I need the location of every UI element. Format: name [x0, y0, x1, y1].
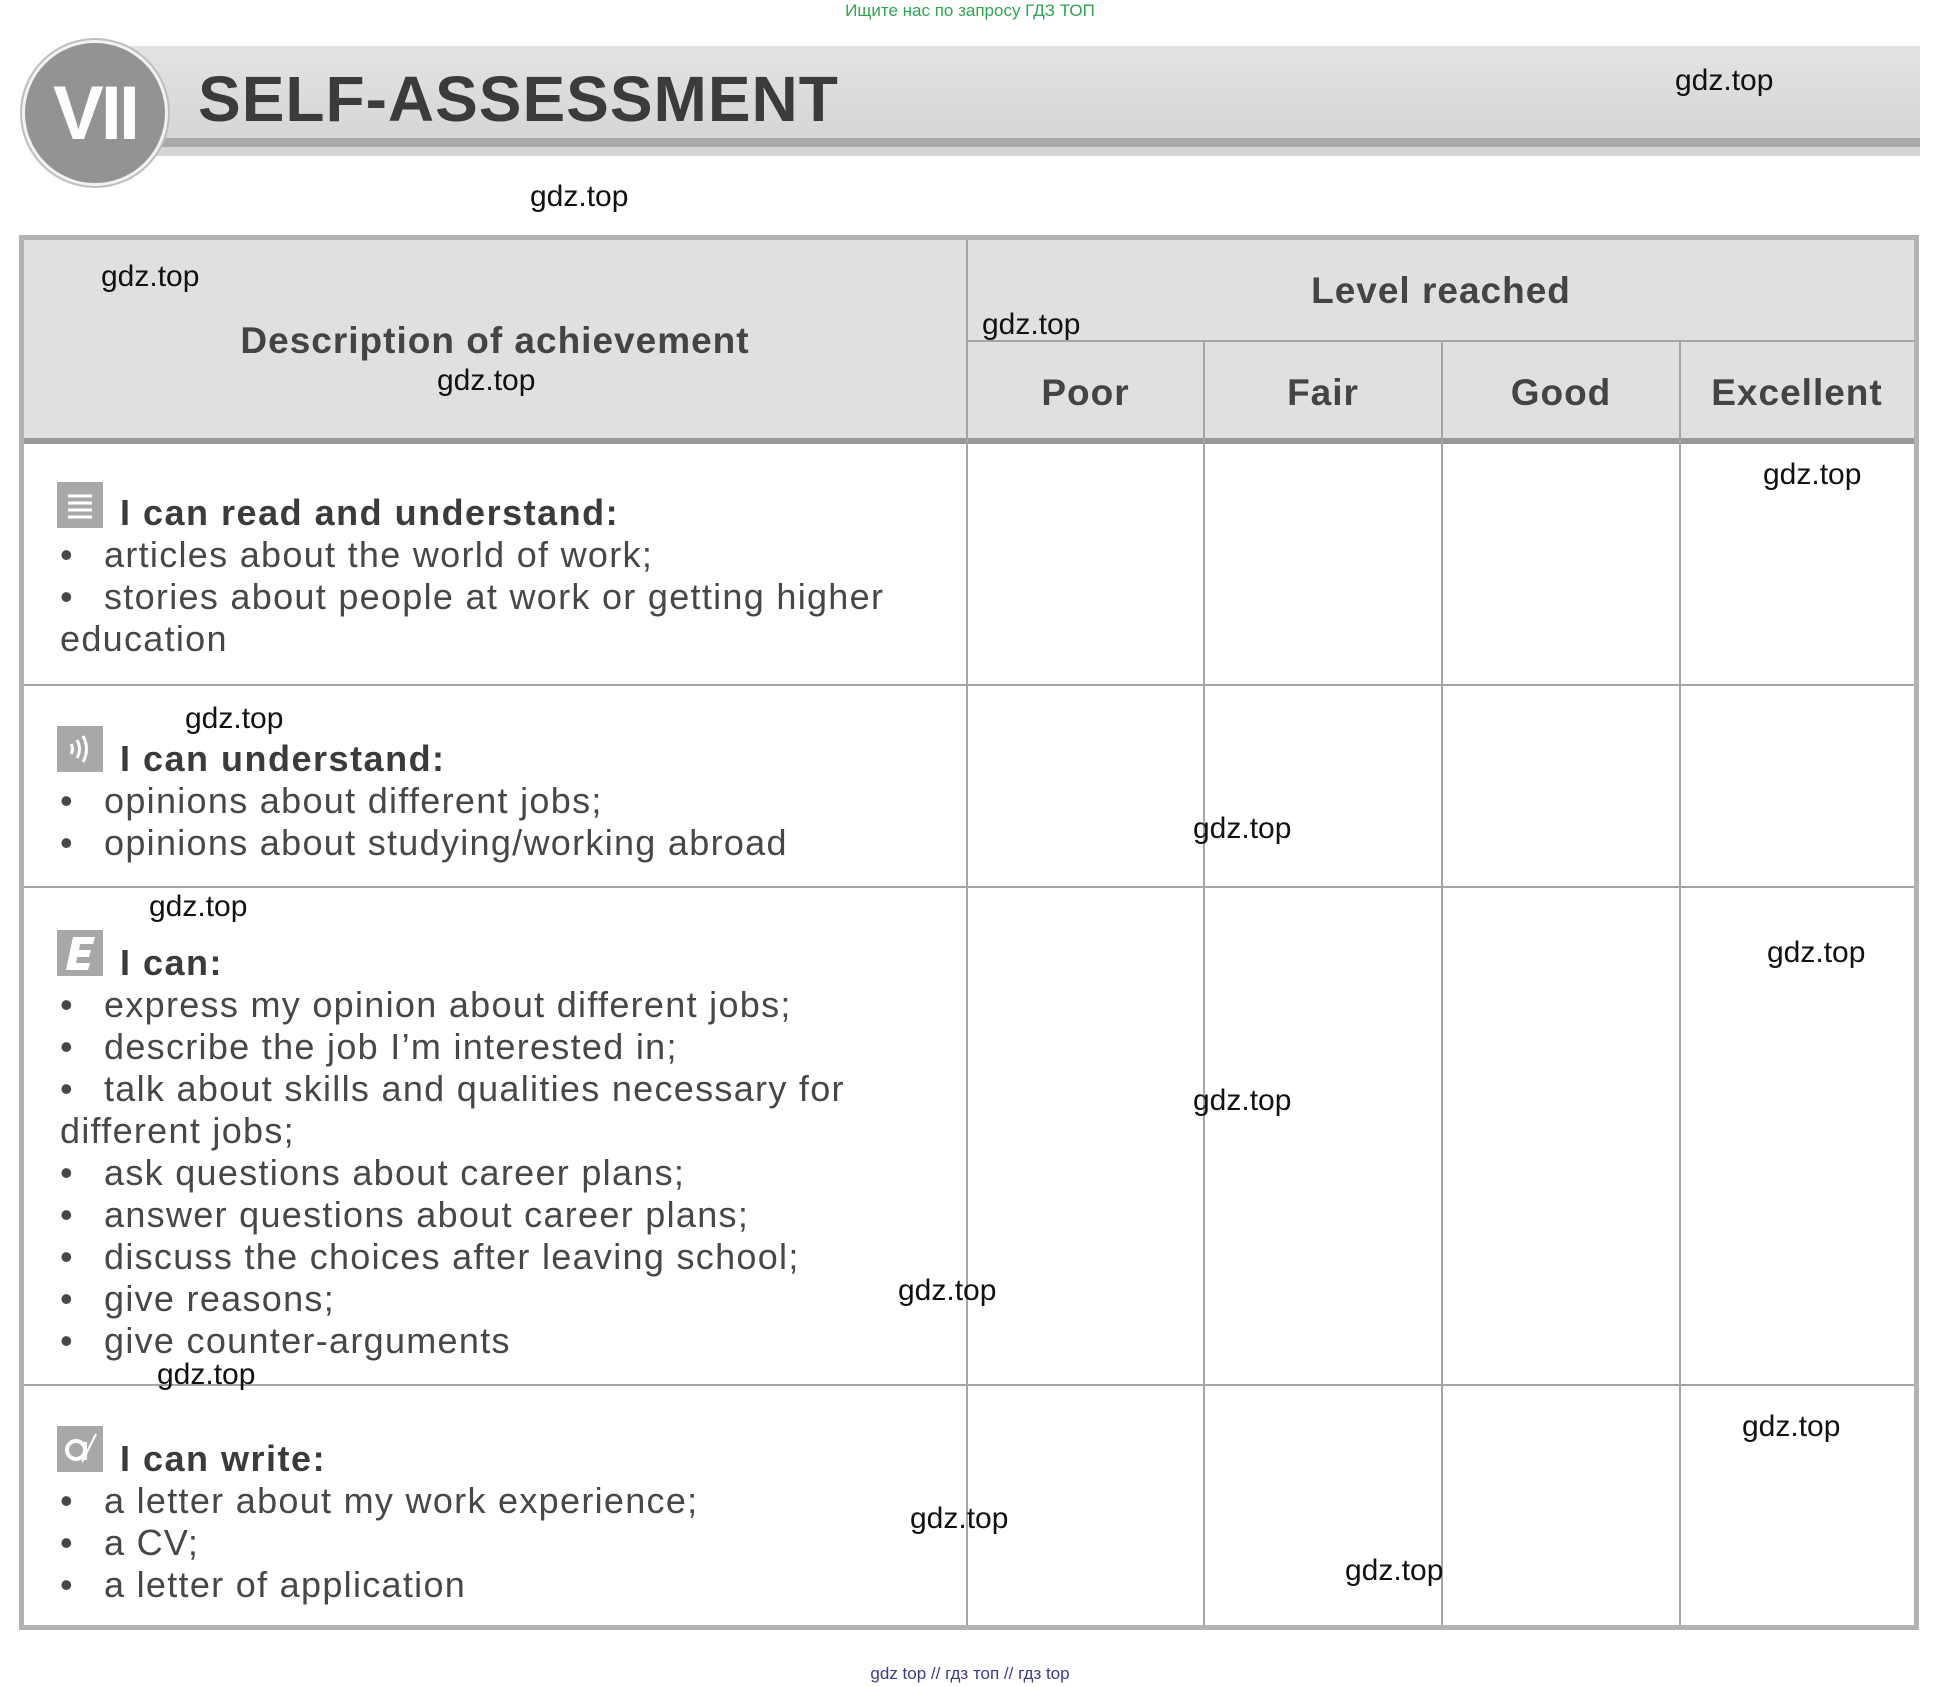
speaking-letter-icon — [57, 930, 103, 976]
column-header-good: Good — [1510, 372, 1612, 413]
section-title-speaking: I can: — [120, 942, 224, 983]
list-item: • a letter about my work experience; — [60, 1480, 699, 1521]
column-header-poor: Poor — [1041, 372, 1130, 413]
watermark: gdz.top — [1742, 1410, 1841, 1443]
unit-header-underline — [150, 138, 1920, 147]
list-item: • answer questions about career plans; — [60, 1194, 750, 1235]
unit-title: SELF-ASSESSMENT — [198, 63, 839, 135]
audio-speaker-icon — [57, 726, 103, 772]
section-title-writing: I can write: — [120, 1438, 327, 1479]
list-item: • a letter of application — [60, 1564, 467, 1605]
watermark: gdz.top — [1675, 64, 1774, 97]
watermark: gdz.top — [157, 1358, 256, 1391]
watermark: gdz.top — [1763, 458, 1862, 491]
column-header-fair: Fair — [1287, 372, 1359, 413]
column-divider — [966, 240, 968, 1625]
watermark: gdz.top — [898, 1274, 997, 1307]
watermark: gdz.top — [1767, 936, 1866, 969]
list-item: • give counter-arguments — [60, 1320, 511, 1361]
column-divider — [1679, 340, 1681, 1625]
column-header-description: Description of achievement — [240, 320, 750, 361]
list-item: • describe the job I’m interested in; — [60, 1026, 678, 1067]
row-divider — [24, 684, 1914, 686]
list-item: • articles about the world of work; — [60, 534, 654, 575]
writing-pen-icon — [57, 1426, 103, 1472]
list-item: • discuss the choices after leaving school; — [60, 1236, 800, 1277]
list-item: • opinions about studying/working abroad — [60, 822, 788, 863]
column-divider — [1203, 340, 1205, 1625]
column-header-excellent: Excellent — [1711, 372, 1883, 413]
watermark: gdz.top — [149, 890, 248, 923]
list-item: • ask questions about career plans; — [60, 1152, 686, 1193]
watermark: gdz.top — [1345, 1554, 1444, 1587]
watermark: gdz.top — [530, 180, 629, 213]
list-item: • a CV; — [60, 1522, 200, 1563]
column-divider — [1441, 340, 1443, 1625]
header-bottom-border — [24, 438, 1914, 444]
column-header-level: Level reached — [1311, 270, 1571, 311]
unit-number-badge: VII — [22, 40, 168, 186]
text-lines-icon — [57, 482, 103, 528]
list-item: • stories about people at work or getting higher education — [60, 576, 885, 659]
list-item: • express my opinion about different jobs; — [60, 984, 792, 1025]
row-divider — [24, 886, 1914, 888]
section-title-listening: I can understand: — [120, 738, 446, 779]
list-item: • give reasons; — [60, 1278, 336, 1319]
watermark: gdz.top — [1193, 1084, 1292, 1117]
watermark: gdz.top — [1193, 812, 1292, 845]
self-assessment-table — [19, 235, 1919, 1630]
section-title-reading: I can read and understand: — [120, 492, 620, 533]
watermark: gdz.top — [910, 1502, 1009, 1535]
watermark: gdz.top — [982, 308, 1081, 341]
list-item: • opinions about different jobs; — [60, 780, 603, 821]
row-divider — [24, 1384, 1914, 1386]
watermark: gdz.top — [101, 260, 200, 293]
top-banner[interactable]: Ищите нас по запросу ГДЗ ТОП — [845, 1, 1095, 20]
watermark: gdz.top — [185, 702, 284, 735]
list-item: • talk about skills and qualities necessary for different jobs; — [60, 1068, 845, 1151]
watermark: gdz.top — [437, 364, 536, 397]
footer-links[interactable]: gdz top // гдз топ // гдз top — [870, 1664, 1070, 1683]
